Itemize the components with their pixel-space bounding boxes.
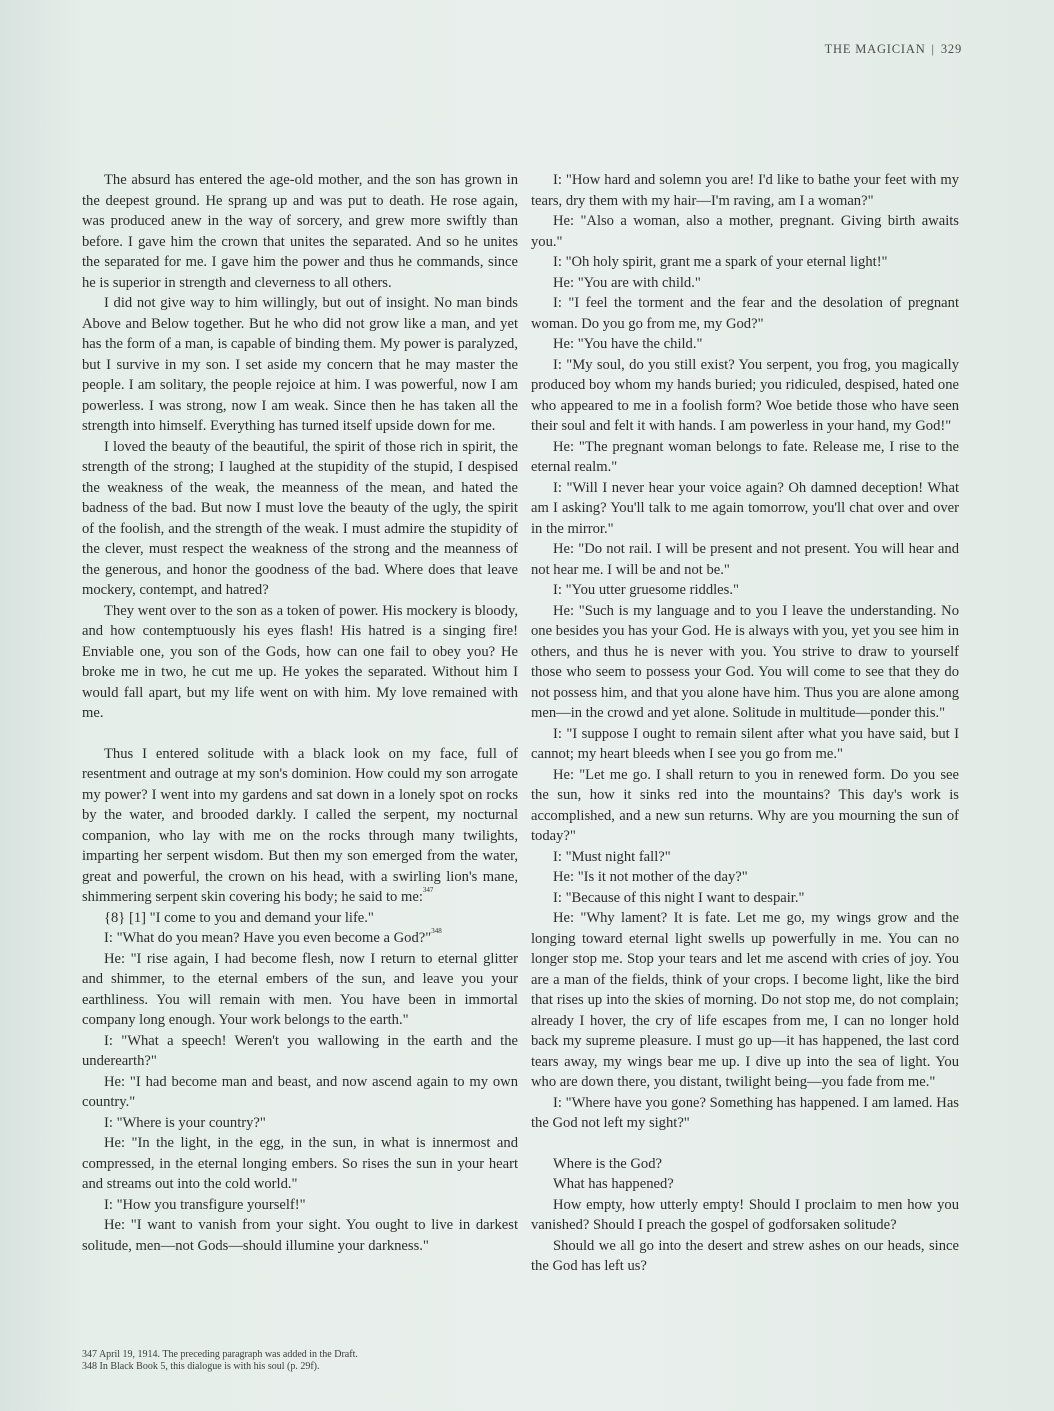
paragraph: He: "I had become man and beast, and now ascend again to my own country." xyxy=(82,1073,518,1110)
paragraph: He: "You are with child." xyxy=(553,274,701,291)
footnote: 347 April 19, 1914. The preceding paragraph was added in the Draft. xyxy=(82,1349,358,1360)
paragraph: I: "How you transfigure yourself!" xyxy=(104,1196,306,1213)
left-column xyxy=(82,170,518,1256)
paragraph: I: "How hard and solemn you are! I'd like to bathe your feet with my tears, dry them with my hair—I'm raving, am I a woman?" xyxy=(531,172,959,209)
paragraph: He: "Such is my language and to you I leave the understanding. No one besides you has your God. He is always with you, yet you see him in others, and thus he is never with you. You strive to draw to yourself those who seem to possess your God. You will come to see that they do not possess him, and that you alone have him. Thus you are alone among men—in the crowd and yet alone. Solitude in multitude—ponder this." xyxy=(531,602,959,721)
paragraph: I: "Because of this night I want to despair." xyxy=(553,889,805,906)
paragraph: He: "Do not rail. I will be present and not present. You will hear and not hear me. I will be and not be." xyxy=(531,541,959,578)
paragraph: I: "I suppose I ought to remain silent after what you have said, but I cannot; my heart bleeds when I see you go from me." xyxy=(531,725,959,762)
right-column xyxy=(531,170,959,1277)
paragraph: He: "Is it not mother of the day?" xyxy=(553,869,748,885)
paragraph-text: Thus I entered solitude with a black look on my face, full of resentment and outrage at my son's dominion. How could my son arrogate my power? I went into my gardens and sat down in a lonely spot on rocks by the water, and brooded darkly. I called the serpent, my nocturnal companion, who lay with me on the rocks through many twilights, imparting her serpent wisdom. But then my son emerged from the water, great and powerful, the crown on his head, with a swirling lion's mane, shimmering serpent skin covering his body; he said to me: xyxy=(82,745,518,905)
running-header xyxy=(825,42,962,57)
page-number: 329 xyxy=(940,42,962,56)
paragraph: They went over to the son as a token of power. His mockery is bloody, and how contemptuously his eyes flash! His hatred is a singing fire! Enviable one, you son of the Gods, how can one fail to obey you? He broke me in two, he cut me up. He yokes the separated. Without him I would fall apart, but my life went on with him. My love remained with me. xyxy=(82,602,518,721)
paragraph: I: "I feel the torment and the fear and the desolation of pregnant woman. Do you go from me, my God?" xyxy=(531,295,959,332)
paragraph: {8} [1] "I come to you and demand your life." xyxy=(104,909,374,926)
paragraph: I: "Where have you gone? Something has happened. I am lamed. Has the God not left my sight?" xyxy=(531,1094,959,1131)
paragraph: He: "In the light, in the egg, in the sun, in what is innermost and compressed, in the eternal longing embers. So rises the sun in your heart and streams out into the cold world." xyxy=(82,1135,518,1192)
paragraph: He: "You have the child." xyxy=(553,336,703,352)
paragraph: He: "Let me go. I shall return to you in renewed form. Do you see the sun, how it sinks red into the mountains? This day's work is accomplished, and a new sun returns. Why are you mourning the sun of today?" xyxy=(531,766,959,844)
paragraph: I loved the beauty of the beautiful, the spirit of those rich in spirit, the strength of the strong; I laughed at the stupidity of the stupid, I despised the weakness of the weak, the meanness of the mean, and hated the badness of the bad. But now I must love the beauty of the ugly, the spirit of the foolish, and the strength of the weak. I must admire the stupidity of the clever, must respect the weakness of the strong and the meanness of the generous, and honor the goodness of the bad. Where does that leave mockery, contempt, and hatred? xyxy=(82,438,518,598)
footnotes xyxy=(82,1349,522,1372)
paragraph: I: "You utter gruesome riddles." xyxy=(553,582,739,598)
section-break xyxy=(531,1134,959,1154)
footnote: 348 In Black Book 5, this dialogue is with his soul (p. 29f). xyxy=(82,1360,320,1372)
footnote-ref: 348 xyxy=(431,927,442,935)
paragraph: I: "Must night fall?" xyxy=(553,848,671,865)
paragraph: He: "Why lament? It is fate. Let me go, my wings grow and the longing toward eternal light swells up powerfully in me. You can no longer stop me. Stop your tears and let me ascend with cries of joy. You are a man of the fields, think of your crops. I become light, like the bird that rises up into the skies of morning. Do not stop me, do not complain; already I hover, the cry of life escapes from me, I can no longer hold back my supreme pleasure. I must go up—it has happened, the last cord tears away, my wings bear me up. I dive up into the sea of light. You who are down there, you distant, twilight being—you fade from me." xyxy=(531,910,959,1090)
paragraph: How empty, how utterly empty! Should I proclaim to men how you vanished? Should I preach the gospel of godforsaken solitude? xyxy=(531,1196,959,1233)
footnote-ref: 347 xyxy=(422,886,434,894)
paragraph-text: I: "What do you mean? Have you even become a God?" xyxy=(104,930,432,946)
paragraph: I: "What a speech! Weren't you wallowing in the earth and the underearth?" xyxy=(82,1032,518,1069)
paragraph: Should we all go into the desert and strew ashes on our heads, since the God has left us? xyxy=(531,1237,959,1274)
paragraph: The absurd has entered the age-old mother, and the son has grown in the deepest ground. He sprang up and was put to death. He rose again, was produced anew in the way of sorcery, and grew more swiftly than before. I gave him the crown that unites the separated. And so he unites the separated for me. I gave him the power and thus he commands, since he is superior in strength and cleverness to all others. xyxy=(82,172,518,291)
paragraph: I: "My soul, do you still exist? You serpent, you frog, you magically produced boy whom my hands buried; you ridiculed, despised, hated one who appeared to me in a foolish form? Woe betide those who have seen their soul and felt it with hands. I am powerless in your hand, my God!" xyxy=(531,356,959,434)
paragraph: What has happened? xyxy=(553,1176,674,1192)
paragraph: He: "The pregnant woman belongs to fate. Release me, I rise to the eternal realm." xyxy=(531,438,959,475)
paragraph: I: "Oh holy spirit, grant me a spark of your eternal light!" xyxy=(553,254,888,270)
paragraph xyxy=(82,744,518,908)
paragraph: I: "Where is your country?" xyxy=(104,1114,266,1131)
paragraph: Where is the God? xyxy=(553,1155,663,1172)
header-separator: | xyxy=(931,42,935,56)
paragraph: He: "I rise again, I had become flesh, now I return to eternal glitter and shimmer, to the eternal embers of the sun, and leave you your earthliness. You will remain with men. You have been in immortal company long enough. Your work belongs to the earth." xyxy=(82,950,518,1028)
running-title: THE MAGICIAN xyxy=(824,42,926,56)
paragraph: I: "Will I never hear your voice again? Oh damned deception! What am I asking? You'll talk to me again tomorrow, you'll chat over and over in the mirror." xyxy=(531,479,959,537)
paragraph: He: "I want to vanish from your sight. You ought to live in darkest solitude, men—not Gods—should illumine your darkness." xyxy=(82,1217,518,1254)
section-break xyxy=(82,724,518,744)
paragraph: I did not give way to him willingly, but out of insight. No man binds Above and Below together. But he who did not grow like a man, and yet has the form of a man, is capable of binding them. My power is paralyzed, but I survive in my son. I set aside my concern that he may master the people. I am solitary, the people rejoice at him. I was powerful, now I am powerless. I was strong, now I am weak. Since then he has taken all the strength into himself. Everything has turned itself upside down for me. xyxy=(82,295,518,434)
paragraph xyxy=(82,928,518,949)
paragraph: He: "Also a woman, also a mother, pregnant. Giving birth awaits you." xyxy=(531,213,959,250)
